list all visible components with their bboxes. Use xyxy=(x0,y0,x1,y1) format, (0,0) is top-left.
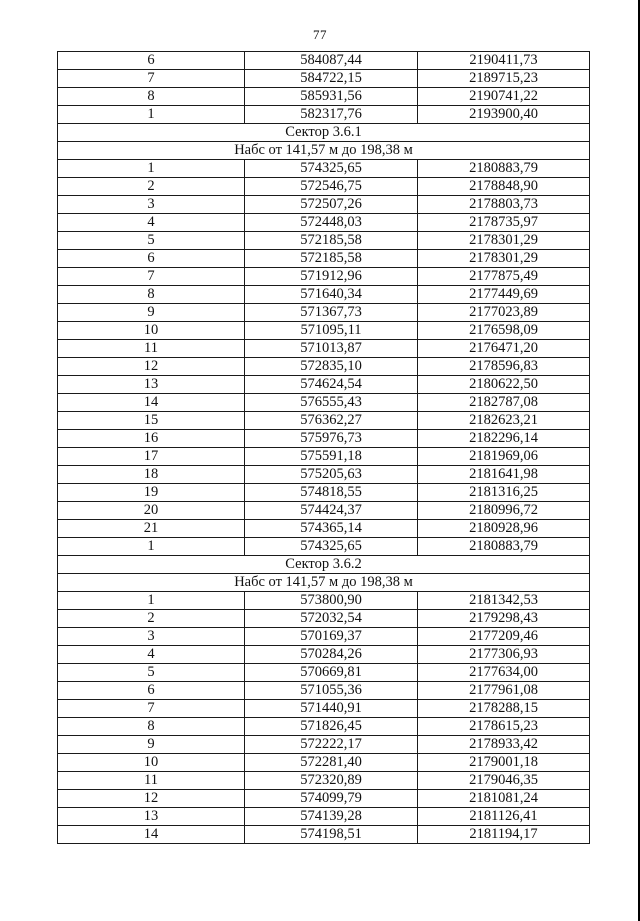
y-coordinate-cell: 2178615,23 xyxy=(418,718,590,736)
table-row xyxy=(58,646,590,664)
table-row xyxy=(58,106,590,124)
x-coordinate-cell: 574818,55 xyxy=(245,484,418,502)
y-coordinate-cell: 2177209,46 xyxy=(418,628,590,646)
table-row xyxy=(58,160,590,178)
x-coordinate-cell: 574198,51 xyxy=(245,826,418,844)
y-coordinate-cell: 2177961,08 xyxy=(418,682,590,700)
point-number-cell: 1 xyxy=(58,106,245,124)
y-coordinate-cell: 2182623,21 xyxy=(418,412,590,430)
point-number-cell: 15 xyxy=(58,412,245,430)
point-number-cell: 14 xyxy=(58,394,245,412)
table-row xyxy=(58,736,590,754)
x-coordinate-cell: 575976,73 xyxy=(245,430,418,448)
point-number-cell: 16 xyxy=(58,430,245,448)
table-row xyxy=(58,718,590,736)
point-number-cell: 19 xyxy=(58,484,245,502)
y-coordinate-cell: 2181641,98 xyxy=(418,466,590,484)
point-number-cell: 10 xyxy=(58,754,245,772)
x-coordinate-cell: 572546,75 xyxy=(245,178,418,196)
table-row xyxy=(58,196,590,214)
x-coordinate-cell: 576555,43 xyxy=(245,394,418,412)
table-row xyxy=(58,394,590,412)
point-number-cell: 13 xyxy=(58,808,245,826)
table-row xyxy=(58,88,590,106)
point-number-cell: 7 xyxy=(58,70,245,88)
table-row xyxy=(58,340,590,358)
y-coordinate-cell: 2178933,42 xyxy=(418,736,590,754)
point-number-cell: 6 xyxy=(58,250,245,268)
x-coordinate-cell: 571013,87 xyxy=(245,340,418,358)
y-coordinate-cell: 2180622,50 xyxy=(418,376,590,394)
x-coordinate-cell: 584722,15 xyxy=(245,70,418,88)
coordinates-table xyxy=(57,51,590,844)
table-row xyxy=(58,430,590,448)
point-number-cell: 17 xyxy=(58,448,245,466)
x-coordinate-cell: 570169,37 xyxy=(245,628,418,646)
x-coordinate-cell: 572507,26 xyxy=(245,196,418,214)
y-coordinate-cell: 2177875,49 xyxy=(418,268,590,286)
x-coordinate-cell: 584087,44 xyxy=(245,52,418,70)
point-number-cell: 1 xyxy=(58,592,245,610)
y-coordinate-cell: 2179046,35 xyxy=(418,772,590,790)
point-number-cell: 11 xyxy=(58,772,245,790)
y-coordinate-cell: 2178288,15 xyxy=(418,700,590,718)
y-coordinate-cell: 2190741,22 xyxy=(418,88,590,106)
x-coordinate-cell: 571367,73 xyxy=(245,304,418,322)
table-row xyxy=(58,232,590,250)
table-row xyxy=(58,70,590,88)
x-coordinate-cell: 572448,03 xyxy=(245,214,418,232)
x-coordinate-cell: 574365,14 xyxy=(245,520,418,538)
table-row xyxy=(58,592,590,610)
x-coordinate-cell: 574424,37 xyxy=(245,502,418,520)
y-coordinate-cell: 2177449,69 xyxy=(418,286,590,304)
table-row xyxy=(58,664,590,682)
point-number-cell: 1 xyxy=(58,538,245,556)
point-number-cell: 18 xyxy=(58,466,245,484)
table-row xyxy=(58,322,590,340)
table-row xyxy=(58,826,590,844)
y-coordinate-cell: 2182787,08 xyxy=(418,394,590,412)
x-coordinate-cell: 570284,26 xyxy=(245,646,418,664)
table-row xyxy=(58,520,590,538)
y-coordinate-cell: 2180883,79 xyxy=(418,160,590,178)
point-number-cell: 9 xyxy=(58,736,245,754)
y-coordinate-cell: 2178301,29 xyxy=(418,232,590,250)
x-coordinate-cell: 574139,28 xyxy=(245,808,418,826)
point-number-cell: 3 xyxy=(58,196,245,214)
y-coordinate-cell: 2176598,09 xyxy=(418,322,590,340)
table-row xyxy=(58,52,590,70)
point-number-cell: 8 xyxy=(58,718,245,736)
x-coordinate-cell: 574624,54 xyxy=(245,376,418,394)
point-number-cell: 10 xyxy=(58,322,245,340)
point-number-cell: 20 xyxy=(58,502,245,520)
y-coordinate-cell: 2190411,73 xyxy=(418,52,590,70)
point-number-cell: 4 xyxy=(58,214,245,232)
point-number-cell: 6 xyxy=(58,52,245,70)
x-coordinate-cell: 574325,65 xyxy=(245,538,418,556)
table-row xyxy=(58,376,590,394)
x-coordinate-cell: 572222,17 xyxy=(245,736,418,754)
table-row xyxy=(58,304,590,322)
section-header-row xyxy=(58,142,590,160)
table-row xyxy=(58,286,590,304)
section-header: Сектор 3.6.2 xyxy=(58,556,590,574)
x-coordinate-cell: 571440,91 xyxy=(245,700,418,718)
point-number-cell: 7 xyxy=(58,700,245,718)
y-coordinate-cell: 2179298,43 xyxy=(418,610,590,628)
y-coordinate-cell: 2181081,24 xyxy=(418,790,590,808)
y-coordinate-cell: 2181342,53 xyxy=(418,592,590,610)
point-number-cell: 13 xyxy=(58,376,245,394)
table-row xyxy=(58,466,590,484)
table-row xyxy=(58,754,590,772)
point-number-cell: 12 xyxy=(58,790,245,808)
point-number-cell: 7 xyxy=(58,268,245,286)
point-number-cell: 9 xyxy=(58,304,245,322)
x-coordinate-cell: 572281,40 xyxy=(245,754,418,772)
point-number-cell: 3 xyxy=(58,628,245,646)
page-number: 77 xyxy=(313,27,327,42)
point-number-cell: 11 xyxy=(58,340,245,358)
x-coordinate-cell: 575591,18 xyxy=(245,448,418,466)
point-number-cell: 21 xyxy=(58,520,245,538)
y-coordinate-cell: 2177634,00 xyxy=(418,664,590,682)
y-coordinate-cell: 2181316,25 xyxy=(418,484,590,502)
y-coordinate-cell: 2181126,41 xyxy=(418,808,590,826)
x-coordinate-cell: 572032,54 xyxy=(245,610,418,628)
x-coordinate-cell: 571826,45 xyxy=(245,718,418,736)
table-row xyxy=(58,538,590,556)
y-coordinate-cell: 2193900,40 xyxy=(418,106,590,124)
x-coordinate-cell: 574099,79 xyxy=(245,790,418,808)
x-coordinate-cell: 572185,58 xyxy=(245,250,418,268)
section-header-row xyxy=(58,124,590,142)
y-coordinate-cell: 2181969,06 xyxy=(418,448,590,466)
table-row xyxy=(58,682,590,700)
table-row xyxy=(58,412,590,430)
point-number-cell: 5 xyxy=(58,664,245,682)
table-row xyxy=(58,790,590,808)
point-number-cell: 12 xyxy=(58,358,245,376)
point-number-cell: 5 xyxy=(58,232,245,250)
y-coordinate-cell: 2177023,89 xyxy=(418,304,590,322)
y-coordinate-cell: 2178848,90 xyxy=(418,178,590,196)
x-coordinate-cell: 572835,10 xyxy=(245,358,418,376)
point-number-cell: 2 xyxy=(58,610,245,628)
table-row xyxy=(58,808,590,826)
x-coordinate-cell: 573800,90 xyxy=(245,592,418,610)
y-coordinate-cell: 2180996,72 xyxy=(418,502,590,520)
section-header: Набс от 141,57 м до 198,38 м xyxy=(58,574,590,592)
x-coordinate-cell: 575205,63 xyxy=(245,466,418,484)
y-coordinate-cell: 2178735,97 xyxy=(418,214,590,232)
y-coordinate-cell: 2178803,73 xyxy=(418,196,590,214)
table-row xyxy=(58,502,590,520)
y-coordinate-cell: 2178596,83 xyxy=(418,358,590,376)
x-coordinate-cell: 576362,27 xyxy=(245,412,418,430)
section-header-row xyxy=(58,556,590,574)
x-coordinate-cell: 570669,81 xyxy=(245,664,418,682)
table-row xyxy=(58,484,590,502)
y-coordinate-cell: 2179001,18 xyxy=(418,754,590,772)
x-coordinate-cell: 582317,76 xyxy=(245,106,418,124)
point-number-cell: 6 xyxy=(58,682,245,700)
coordinates-table-body xyxy=(58,52,590,844)
x-coordinate-cell: 574325,65 xyxy=(245,160,418,178)
point-number-cell: 14 xyxy=(58,826,245,844)
x-coordinate-cell: 571912,96 xyxy=(245,268,418,286)
table-row xyxy=(58,448,590,466)
table-row xyxy=(58,628,590,646)
table-row xyxy=(58,214,590,232)
x-coordinate-cell: 585931,56 xyxy=(245,88,418,106)
x-coordinate-cell: 572320,89 xyxy=(245,772,418,790)
table-row xyxy=(58,358,590,376)
table-row xyxy=(58,178,590,196)
point-number-cell: 8 xyxy=(58,88,245,106)
y-coordinate-cell: 2182296,14 xyxy=(418,430,590,448)
section-header: Сектор 3.6.1 xyxy=(58,124,590,142)
table-row xyxy=(58,772,590,790)
point-number-cell: 1 xyxy=(58,160,245,178)
point-number-cell: 4 xyxy=(58,646,245,664)
table-row xyxy=(58,700,590,718)
x-coordinate-cell: 571055,36 xyxy=(245,682,418,700)
y-coordinate-cell: 2178301,29 xyxy=(418,250,590,268)
table-row xyxy=(58,250,590,268)
section-header: Набс от 141,57 м до 198,38 м xyxy=(58,142,590,160)
y-coordinate-cell: 2176471,20 xyxy=(418,340,590,358)
y-coordinate-cell: 2181194,17 xyxy=(418,826,590,844)
y-coordinate-cell: 2180928,96 xyxy=(418,520,590,538)
y-coordinate-cell: 2180883,79 xyxy=(418,538,590,556)
point-number-cell: 8 xyxy=(58,286,245,304)
x-coordinate-cell: 571095,11 xyxy=(245,322,418,340)
section-header-row xyxy=(58,574,590,592)
table-row xyxy=(58,268,590,286)
y-coordinate-cell: 2189715,23 xyxy=(418,70,590,88)
table-row xyxy=(58,610,590,628)
point-number-cell: 2 xyxy=(58,178,245,196)
x-coordinate-cell: 572185,58 xyxy=(245,232,418,250)
y-coordinate-cell: 2177306,93 xyxy=(418,646,590,664)
x-coordinate-cell: 571640,34 xyxy=(245,286,418,304)
